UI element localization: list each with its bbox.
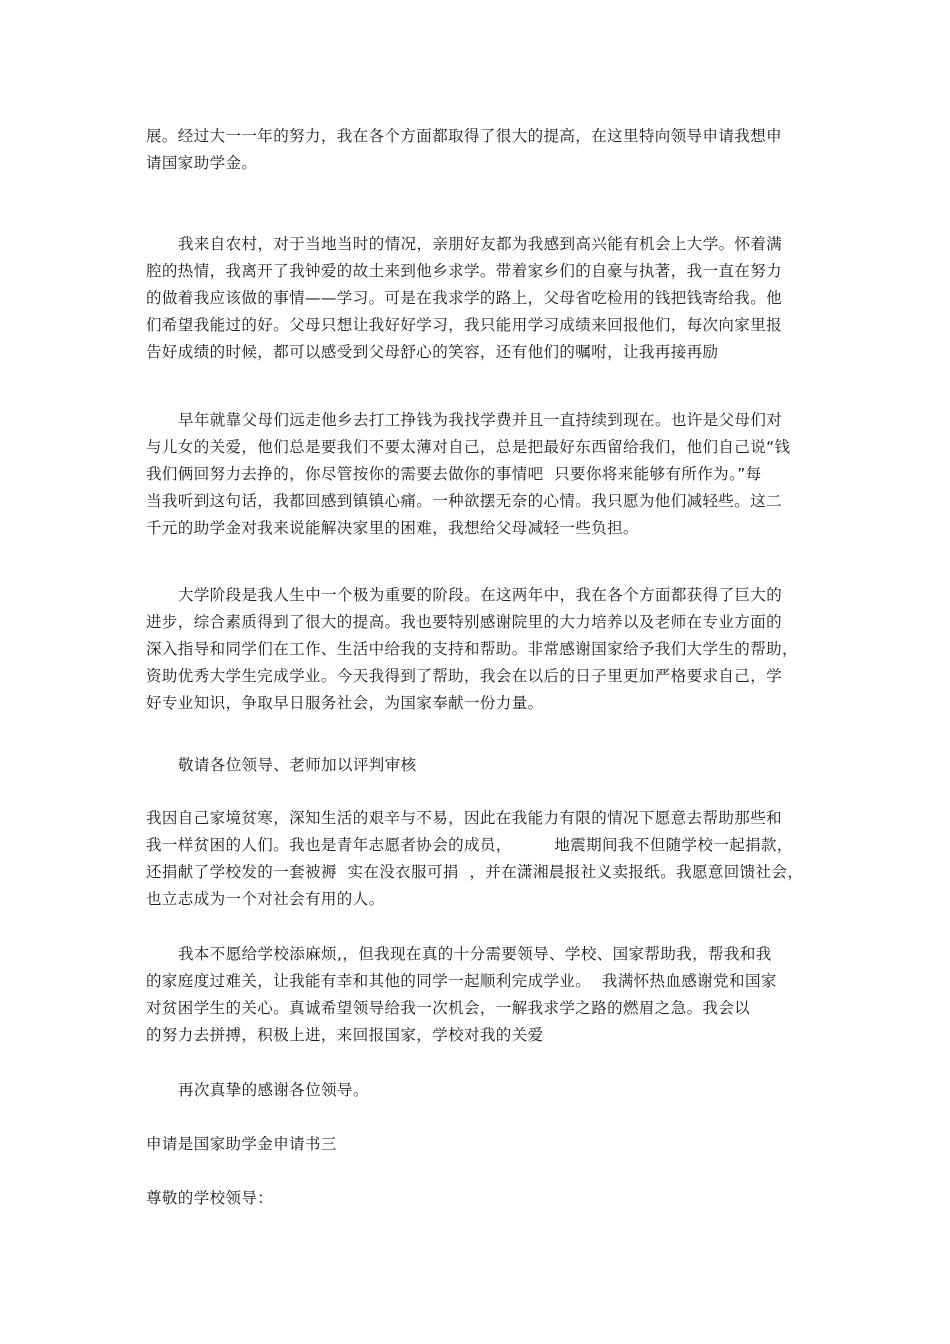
- text-line: 还捐献了学校发的一套被褥 实在没衣服可捐 ，并在潇湘晨报社义卖报纸。我愿意回馈社会，: [146, 863, 804, 881]
- section-heading: 申请是国家助学金申请书三: [146, 1135, 337, 1153]
- text-line: 们希望我能过的好。父母只想让我好好学习，我只能用学习成绩来回报他们，每次向家里报: [146, 316, 783, 334]
- text-line: 展。经过大一一年的努力，我在各个方面都取得了很大的提高，在这里特向领导申请我想申: [146, 127, 783, 145]
- text-line: 的家庭度过难关，让我能有幸和其他的同学一起顺利完成学业。 我满怀热血感谢党和国家: [146, 972, 777, 990]
- text-line: 千元的助学金对我来说能解决家里的困难，我想给父母减轻一些负担。: [146, 519, 639, 537]
- text-line: 敬请各位领导、老师加以评判审核: [178, 756, 417, 774]
- text-line: 请国家助学金。: [146, 154, 258, 172]
- text-line: 当我听到这句话，我都回感到镇镇心痛。一种欲摆无奈的心情。我只愿为他们减轻些。这二: [146, 492, 783, 510]
- text-line: 也立志成为一个对社会有用的人。: [146, 890, 385, 908]
- text-line: 的做着我应该做的事情——学习。可是在我求学的路上，父母省吃检用的钱把钱寄给我。他: [146, 289, 783, 307]
- text-line: 进步，综合素质得到了很大的提高。我也要特别感谢院里的大力培养以及老师在专业方面的: [146, 613, 783, 631]
- salutation: 尊敬的学校领导：: [146, 1189, 274, 1207]
- text-line: 我本不愿给学校添麻烦,，但我现在真的十分需要领导、学校、国家帮助我，帮我和我: [178, 945, 772, 963]
- text-line: 我因自己家境贫寒，深知生活的艰辛与不易，因此在我能力有限的情况下愿意去帮助那些和: [146, 809, 783, 827]
- text-line: 我一样贫困的人们。我也是青年志愿者协会的成员， 地震期间我不但随学校一起捐款，: [146, 836, 793, 854]
- text-line: 与儿女的关爱，他们总是要我们不要太薄对自己，总是把最好东西留给我们，他们自己说“钱: [146, 438, 791, 456]
- text-line: 我来自农村，对于当地当时的情况，亲朋好友都为我感到高兴能有机会上大学。怀着满: [178, 235, 783, 253]
- text-line: 大学阶段是我人生中一个极为重要的阶段。在这两年中，我在各个方面都获得了巨大的: [178, 586, 783, 604]
- text-line: 深入指导和同学们在工作、生活中给我的支持和帮助。非常感谢国家给予我们大学生的帮助，: [146, 640, 798, 658]
- text-line: 我们俩回努力去挣的，你尽管按你的需要去做你的事情吧 只要你将来能够有所作为。”每: [146, 465, 762, 483]
- text-line: 对贫困学生的关心。真诚希望领导给我一次机会，一解我求学之路的燃眉之急。我会以: [146, 999, 751, 1017]
- text-line: 好专业知识，争取早日服务社会，为国家奉献一份力量。: [146, 694, 544, 712]
- text-line: 腔的热情，我离开了我钟爱的故土来到他乡求学。带着家乡们的自豪与执著，我一直在努力: [146, 262, 783, 280]
- text-line: 资助优秀大学生完成学业。今天我得到了帮助，我会在以后的日子里更加严格要求自己，学: [146, 667, 783, 685]
- text-line: 再次真挚的感谢各位领导。: [178, 1081, 369, 1099]
- text-line: 早年就靠父母们远走他乡去打工挣钱为我找学费并且一直持续到现在。也许是父母们对: [178, 411, 783, 429]
- text-line: 的努力去拼搏，积极上进，来回报国家，学校对我的关爱: [146, 1026, 544, 1044]
- text-line: 告好成绩的时候，都可以感受到父母舒心的笑容，还有他们的嘱咐，让我再接再励: [146, 343, 719, 361]
